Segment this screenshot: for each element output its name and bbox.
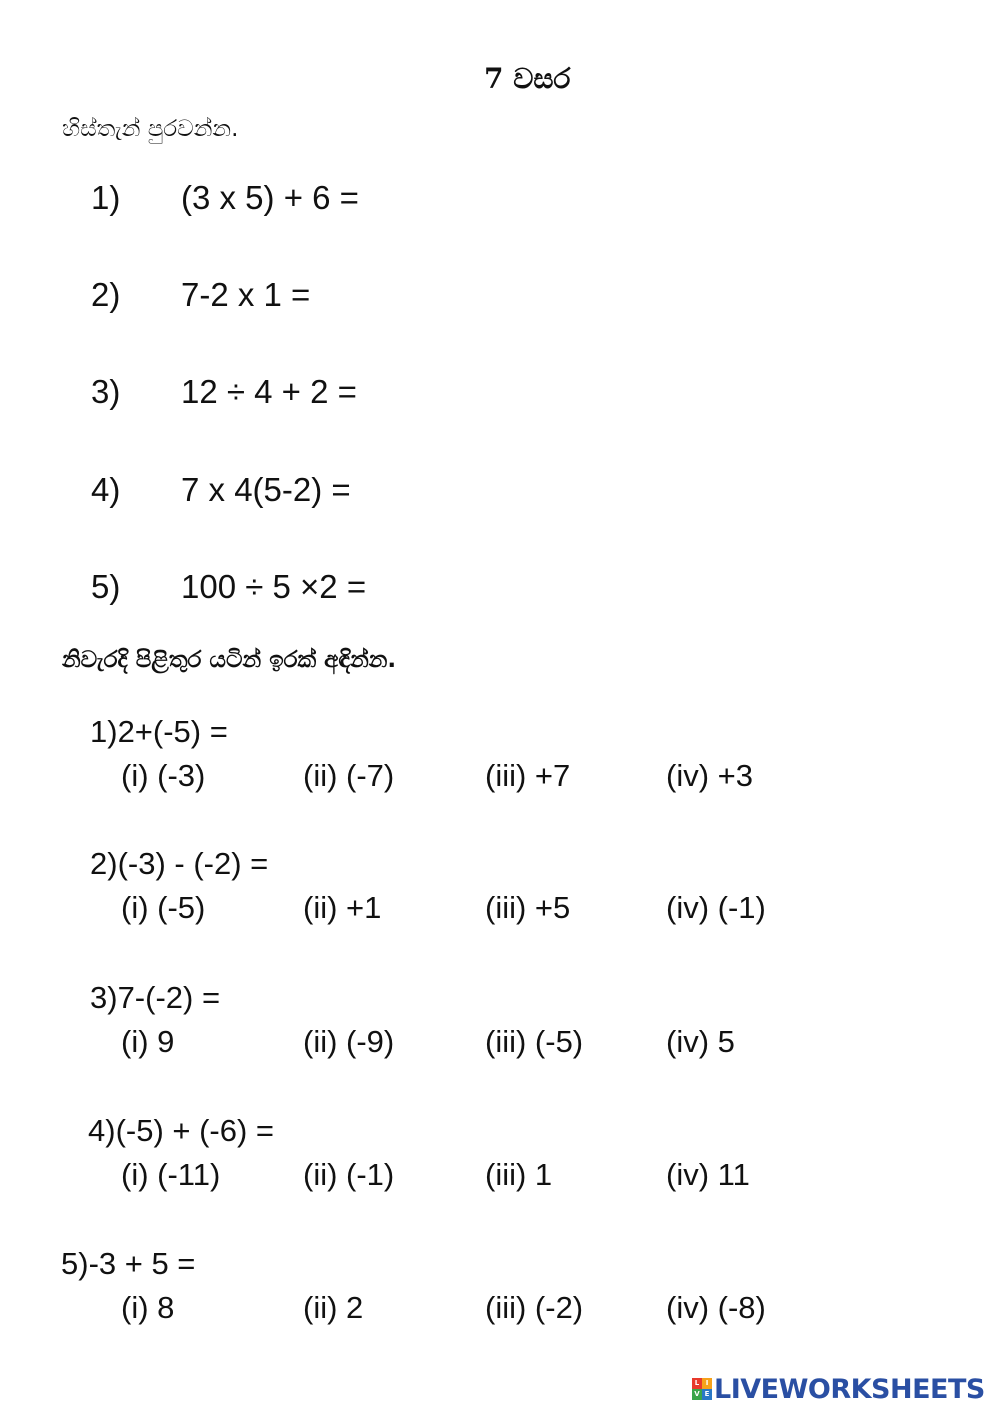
liveworksheets-logo <box>692 1374 985 1404</box>
answer-options <box>0 890 1000 934</box>
answer-option[interactable]: (ii) (-9) <box>303 1024 395 1059</box>
answer-option[interactable]: (iv) (-8) <box>666 1290 766 1325</box>
item-number: 4) <box>91 471 121 508</box>
answer-option[interactable]: (i) (-3) <box>121 758 206 793</box>
multiple-choice-instruction: නිවැරදි පිළිතුර යටින් ඉරක් අඳින්න. <box>62 647 397 673</box>
item-expression: 7 x 4(5-2) = <box>181 471 351 508</box>
grade-title: 7 වසර <box>484 62 571 95</box>
question-text: 1)2+(-5) = <box>90 714 228 749</box>
logo-letter: I <box>702 1378 712 1389</box>
item-expression: 12 ÷ 4 + 2 = <box>181 373 357 410</box>
answer-options <box>0 758 1000 802</box>
answer-option[interactable]: (iii) 1 <box>485 1157 553 1192</box>
answer-option[interactable]: (ii) (-1) <box>303 1157 395 1192</box>
answer-option[interactable]: (iv) (-1) <box>666 890 766 925</box>
answer-option[interactable]: (i) (-5) <box>121 890 206 925</box>
fill-in-item <box>0 179 1000 223</box>
question-text: 5)-3 + 5 = <box>61 1246 196 1281</box>
mcq-question <box>0 1113 1000 1213</box>
answer-options <box>0 1157 1000 1201</box>
item-expression: 100 ÷ 5 ×2 = <box>181 568 367 605</box>
mcq-question <box>0 714 1000 814</box>
item-number: 2) <box>91 276 121 313</box>
answer-option[interactable]: (i) 8 <box>121 1290 175 1325</box>
answer-option[interactable]: (iii) +7 <box>485 758 571 793</box>
answer-option[interactable]: (iv) 11 <box>666 1157 750 1192</box>
fill-in-item <box>0 276 1000 320</box>
logo-letter: L <box>692 1378 702 1389</box>
answer-option[interactable]: (iv) 5 <box>666 1024 735 1059</box>
answer-options <box>0 1290 1000 1334</box>
logo-letter: V <box>692 1389 702 1400</box>
answer-option[interactable]: (iii) (-2) <box>485 1290 584 1325</box>
answer-option[interactable]: (ii) +1 <box>303 890 382 925</box>
mcq-question <box>0 846 1000 946</box>
item-number: 1) <box>91 179 121 216</box>
fill-in-instruction: හිස්තැන් පුරවන්න. <box>62 116 239 142</box>
answer-options <box>0 1024 1000 1068</box>
answer-option[interactable]: (i) (-11) <box>121 1157 221 1192</box>
item-expression: (3 x 5) + 6 = <box>181 179 359 216</box>
answer-option[interactable]: (iii) (-5) <box>485 1024 584 1059</box>
fill-in-item <box>0 471 1000 515</box>
answer-option[interactable]: (ii) 2 <box>303 1290 364 1325</box>
question-text: 2)(-3) - (-2) = <box>90 846 269 881</box>
item-number: 5) <box>91 568 121 605</box>
logo-letter: E <box>702 1389 712 1400</box>
fill-in-item <box>0 373 1000 417</box>
fill-in-item <box>0 568 1000 612</box>
answer-option[interactable]: (ii) (-7) <box>303 758 395 793</box>
answer-option[interactable]: (iv) +3 <box>666 758 753 793</box>
logo-text: LIVEWORKSHEETS <box>714 1373 985 1405</box>
answer-option[interactable]: (i) 9 <box>121 1024 175 1059</box>
mcq-question <box>0 1246 1000 1346</box>
question-text: 3)7-(-2) = <box>90 980 221 1015</box>
answer-option[interactable]: (iii) +5 <box>485 890 571 925</box>
question-text: 4)(-5) + (-6) = <box>88 1113 275 1148</box>
liveworksheets-logo-icon <box>692 1378 712 1400</box>
mcq-question <box>0 980 1000 1080</box>
item-number: 3) <box>91 373 121 410</box>
item-expression: 7-2 x 1 = <box>181 276 311 313</box>
